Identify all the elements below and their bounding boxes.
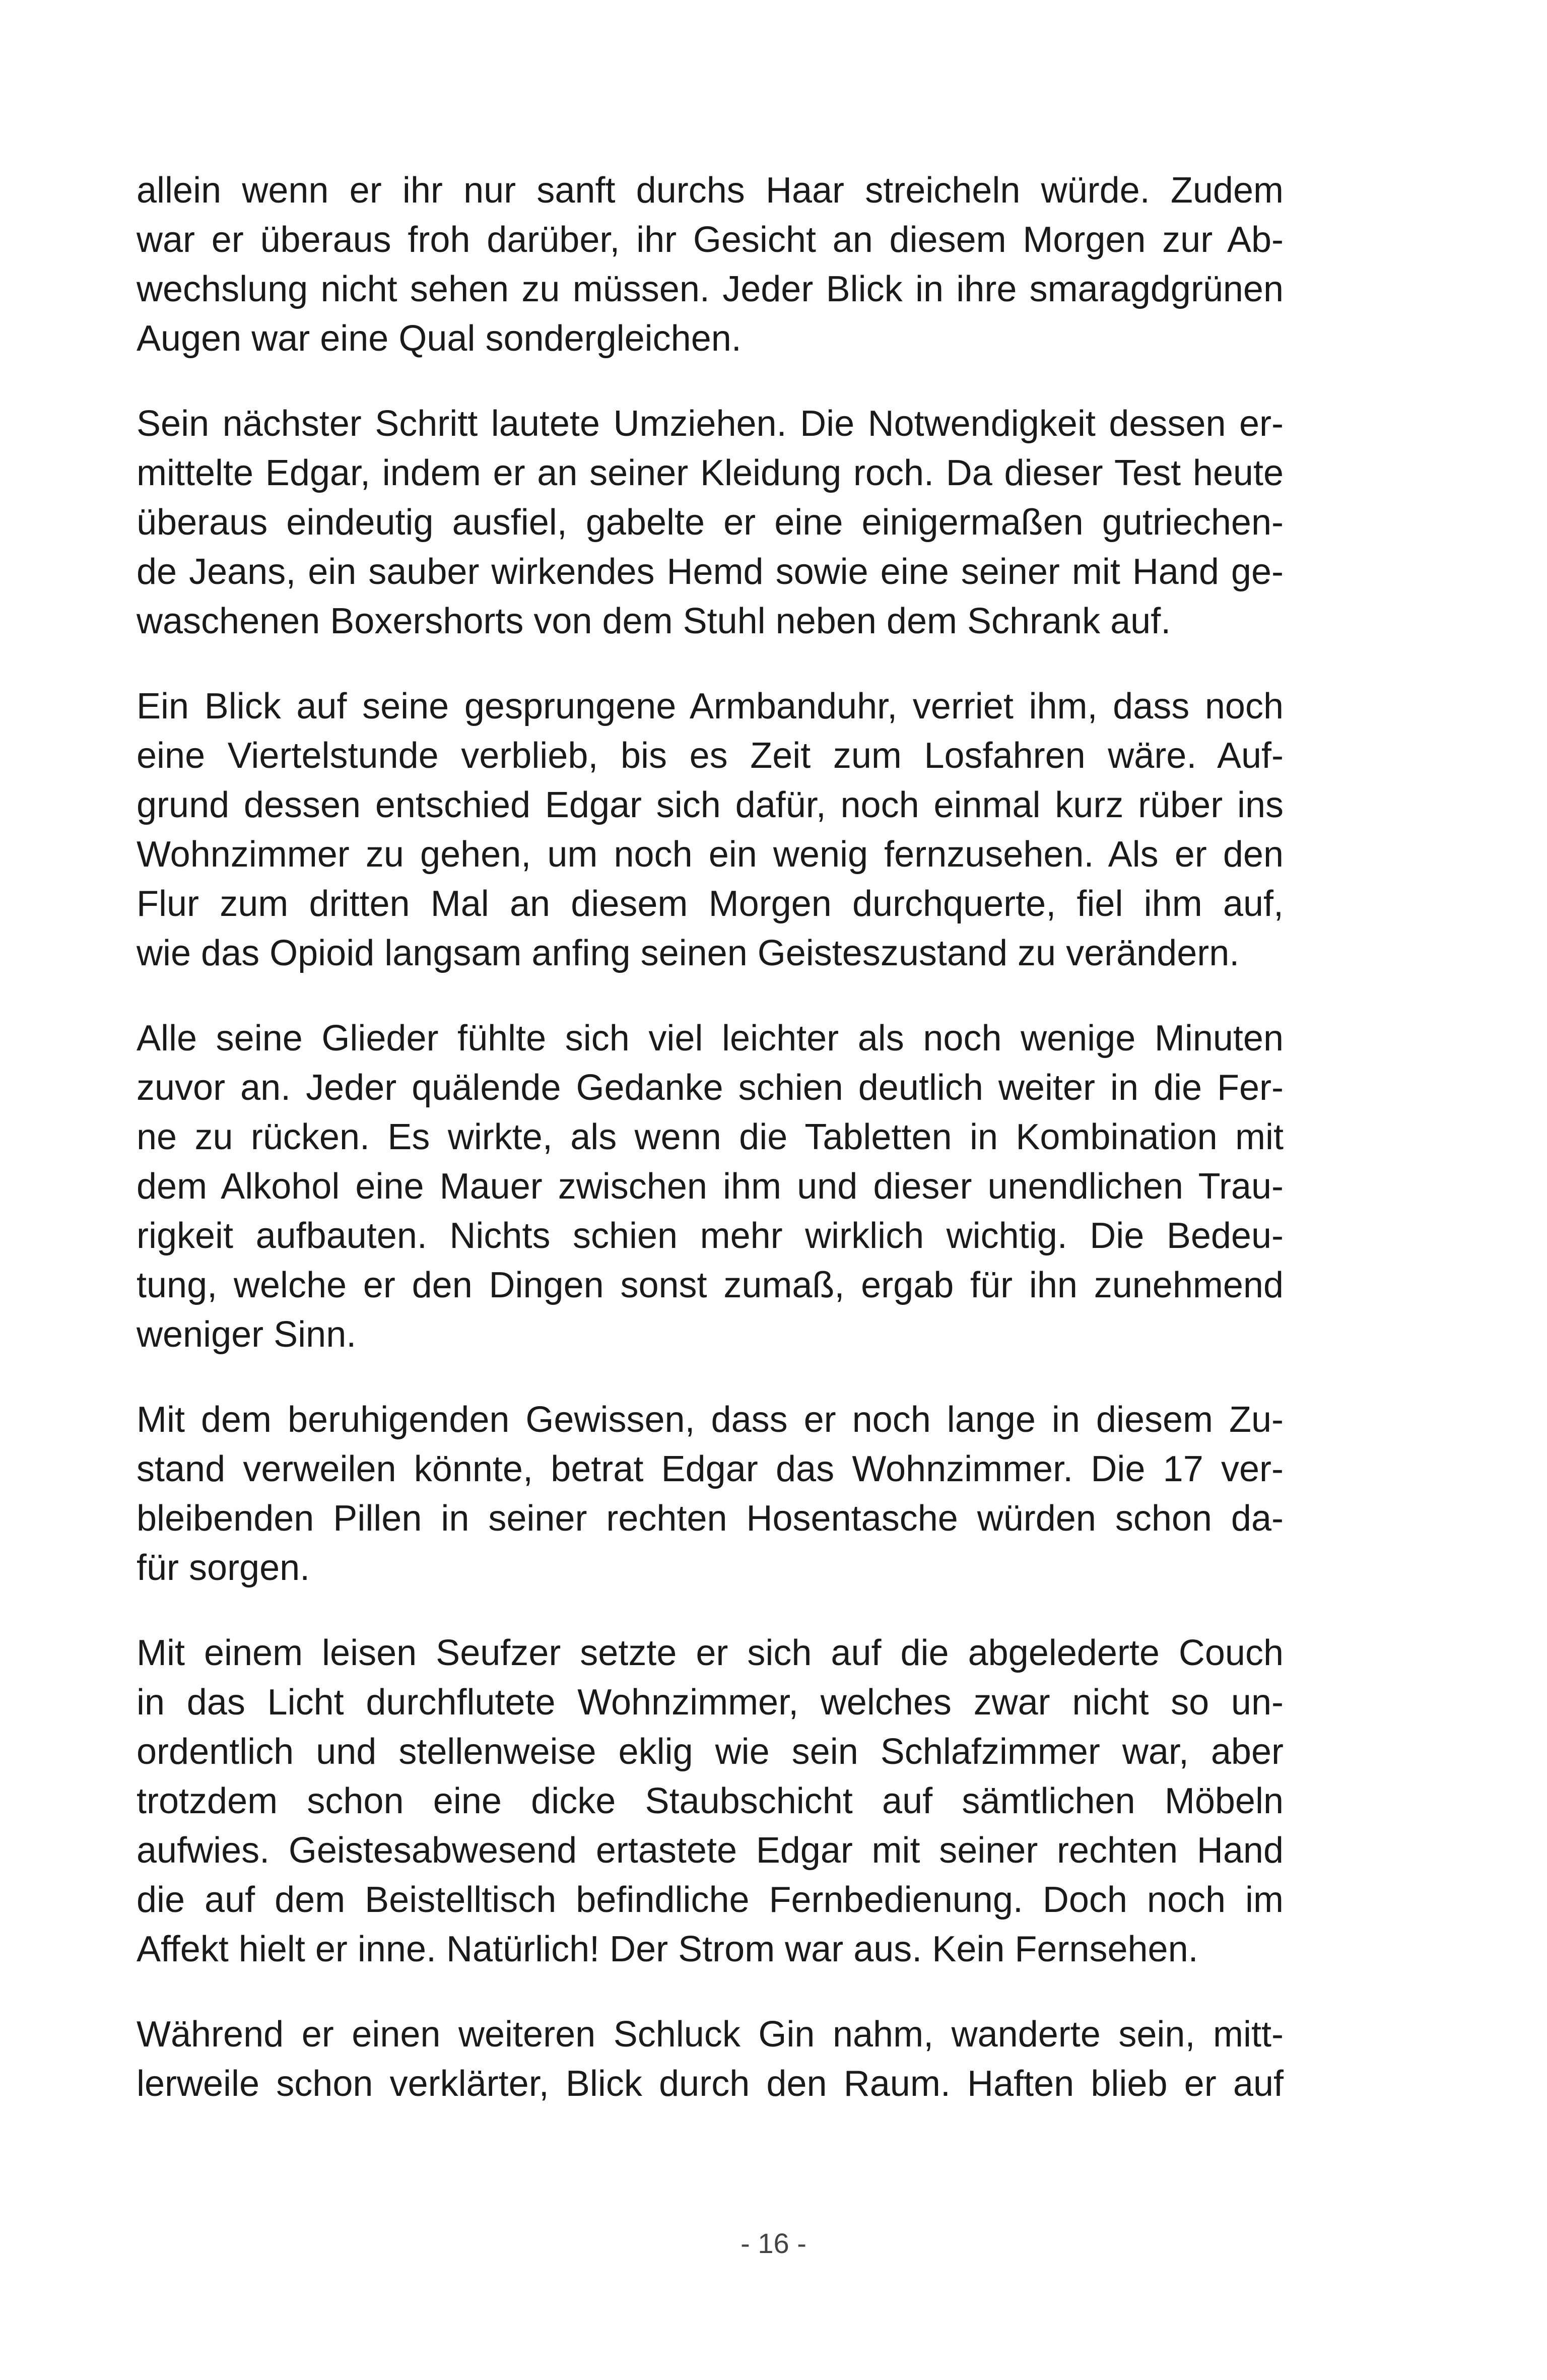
page-number: - 16 - (741, 2227, 806, 2259)
text-line: dem Alkohol eine Mauer zwischen ihm und dieser unendlichen Trau- (137, 1166, 1284, 1207)
text-line: wechslung nicht sehen zu müssen. Jeder Blick in ihre smaragdgrünen (137, 269, 1284, 309)
text-line: waschenen Boxershorts von dem Stuhl neben dem Schrank auf. (137, 601, 1171, 641)
text-line: für sorgen. (137, 1548, 310, 1588)
paragraph (137, 1395, 1284, 1593)
text-line: trotzdem schon eine dicke Staubschicht auf sämtlichen Möbeln (137, 1781, 1284, 1821)
text-line: überaus eindeutig ausfiel, gabelte er eine einigermaßen gutriechen- (137, 502, 1284, 543)
paragraph (137, 682, 1284, 978)
paragraph (137, 399, 1284, 646)
text-line: bleibenden Pillen in seiner rechten Hosentasche würden schon da- (137, 1498, 1284, 1539)
text-line: Sein nächster Schritt lautete Umziehen. Die Notwendigkeit dessen er- (137, 404, 1284, 444)
paragraph (137, 1014, 1284, 1359)
paragraph (137, 1628, 1284, 1974)
text-line: Mit dem beruhigenden Gewissen, dass er noch lange in diesem Zu- (137, 1400, 1284, 1440)
text-line: ordentlich und stellenweise eklig wie sein Schlafzimmer war, aber (137, 1732, 1284, 1772)
text-line: Alle seine Glieder fühlte sich viel leichter als noch wenige Minuten (137, 1018, 1284, 1059)
text-line: allein wenn er ihr nur sanft durchs Haar streicheln würde. Zudem (137, 170, 1284, 211)
text-line: lerweile schon verklärter, Blick durch den Raum. Haften blieb er auf (137, 2064, 1284, 2104)
text-line: Affekt hielt er inne. Natürlich! Der Strom war aus. Kein Fernsehen. (137, 1929, 1198, 1969)
text-line: wie das Opioid langsam anfing seinen Geisteszustand zu verändern. (137, 933, 1240, 973)
text-line: Ein Blick auf seine gesprungene Armbanduhr, verriet ihm, dass noch (137, 686, 1284, 726)
text-line: die auf dem Beistelltisch befindliche Fernbedienung. Doch noch im (137, 1880, 1284, 1920)
text-line: Wohnzimmer zu gehen, um noch ein wenig fernzusehen. Als er den (137, 834, 1284, 875)
paragraph (137, 2010, 1284, 2108)
text-line: ne zu rücken. Es wirkte, als wenn die Tabletten in Kombination mit (137, 1117, 1284, 1157)
paragraph (137, 166, 1284, 363)
text-line: Flur zum dritten Mal an diesem Morgen durchquerte, fiel ihm auf, (137, 884, 1284, 924)
text-line: stand verweilen könnte, betrat Edgar das Wohnzimmer. Die 17 ver- (137, 1449, 1284, 1489)
text-line: Augen war eine Qual sondergleichen. (137, 318, 742, 359)
text-line: war er überaus froh darüber, ihr Gesicht an diesem Morgen zur Ab- (137, 220, 1284, 260)
text-line: Während er einen weiteren Schluck Gin nahm, wanderte sein, mitt- (137, 2014, 1284, 2055)
body-text (137, 166, 1284, 2144)
text-line: Mit einem leisen Seufzer setzte er sich auf die abgelederte Couch (137, 1633, 1284, 1673)
text-line: de Jeans, ein sauber wirkendes Hemd sowie eine seiner mit Hand ge- (137, 552, 1284, 592)
text-line: zuvor an. Jeder quälende Gedanke schien deutlich weiter in die Fer- (137, 1068, 1284, 1108)
text-line: rigkeit aufbauten. Nichts schien mehr wirklich wichtig. Die Bedeu- (137, 1216, 1284, 1256)
text-line: grund dessen entschied Edgar sich dafür, noch einmal kurz rüber ins (137, 785, 1284, 825)
text-line: mittelte Edgar, indem er an seiner Kleidung roch. Da dieser Test heute (137, 453, 1284, 493)
text-line: in das Licht durchflutete Wohnzimmer, welches zwar nicht so un- (137, 1682, 1284, 1723)
text-line: tung, welche er den Dingen sonst zumaß, ergab für ihn zunehmend (137, 1265, 1284, 1305)
text-line: weniger Sinn. (137, 1314, 357, 1355)
text-line: aufwies. Geistesabwesend ertastete Edgar mit seiner rechten Hand (137, 1830, 1284, 1871)
text-line: eine Viertelstunde verblieb, bis es Zeit zum Losfahren wäre. Auf- (137, 736, 1284, 776)
